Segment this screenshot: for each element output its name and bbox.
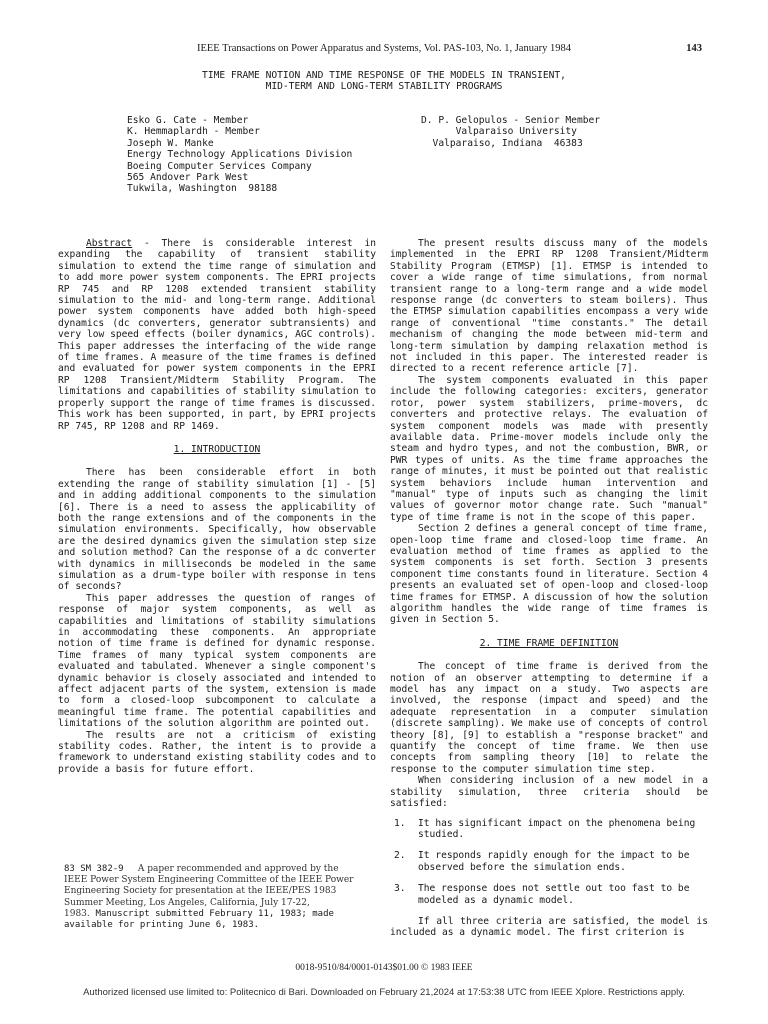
author-line: Boeing Computer Services Company xyxy=(127,160,312,172)
author-line: K. Hemmaplardh - Member xyxy=(127,126,260,138)
right-column xyxy=(390,238,708,939)
paper-title xyxy=(0,70,768,93)
abstract xyxy=(58,238,376,432)
author-line: D. P. Gelopulos - Senior Member xyxy=(421,115,601,126)
license-notice: Authorized licensed use limited to: Politecnico di Bari. Downloaded on February 21,2024 at 17:53:38 UTC from IEEE Xplore. Restrictions apply. xyxy=(83,987,685,998)
author-line: Joseph W. Manke xyxy=(127,137,214,149)
intro-paragraph: There has been considerable effort in both extending the range of stability simulation [1] - [5] and in adding additional components to the simulation [6]. There is a need to assess the applicability of both the range extensions and of the components in the simulation environments. Specifically, how observable are the desired dynamics given the simulation step size and solution method? Can the response of a dc converter with dynamics in milliseconds be modeled in the same simulation as a drum-type boiler with response in tens of seconds? xyxy=(58,467,376,593)
footnote-manuscript: Manuscript submitted February 11, 1983; made available for printing June 6, 1983. xyxy=(64,908,334,931)
criterion-item xyxy=(390,883,708,906)
author-line: Esko G. Cate - Member xyxy=(127,115,249,126)
criterion-number: 2. xyxy=(394,850,406,862)
page-number: 143 xyxy=(686,43,702,54)
author-line: Energy Technology Applications Division xyxy=(127,149,353,161)
body-paragraph: Section 2 defines a general concept of time frame, open-loop time frame and closed-loop time frame. An evaluation method of time frames as applied to the system components is set forth. Section 3 presents component time constants found in literature. Section 4 presents an evaluated set of open-loop and closed-loop time frames for ETMSP. A discussion of how the solution algorithm handles the wide range of time frames is given in Section 5. xyxy=(390,523,708,626)
copyright-line: 0018-9510/84/0001-0143$01.00 © 1983 IEEE xyxy=(295,963,473,973)
authors-right xyxy=(421,115,711,149)
criterion-text: It has significant impact on the phenomena being studied. xyxy=(418,817,696,840)
body-paragraph: The present results discuss many of the models implemented in the EPRI RP 1208 Transient/Midterm Stability Program (ETMSP) [1]. ETMSP is intended to cover a wide range of time simulations, from normal transient range to a long-term range and a wide model response range (dc converters to steam boilers). Thus the ETMSP simulation capabilities encompass a very wide range of conventional "time constants." The detail mechanism of changing the mode between mid-term and long-term simulation by damping relaxation method is not included in this paper. The interested reader is directed to a recent reference article [7]. xyxy=(390,238,708,375)
footnote-text: A paper recommended and approved by the IEEE Power System Engineering Committee of the IEEE Power Engineering Society for presentation at the IEEE/PES 1983 Summer Meeting, Los Angeles, California, July 17-22, 1983. xyxy=(64,864,354,919)
criterion-number: 1. xyxy=(394,817,406,829)
section-heading-time-frame-definition: 2. TIME FRAME DEFINITION xyxy=(479,637,619,649)
section-heading-introduction: 1. INTRODUCTION xyxy=(173,443,261,455)
author-line: Tukwila, Washington 98188 xyxy=(127,183,278,195)
body-paragraph: When considering inclusion of a new model in a stability simulation, three criteria should be satisfied: xyxy=(390,775,708,810)
criterion-text: The response does not settle out too fast to be modeled as a dynamic model. xyxy=(418,883,690,906)
body-paragraph: The concept of time frame is derived from the notion of an observer attempting to determine if a model has any impact on a study. Two aspects are involved, the response (impact and speed) and the adequate representation in a computer simulation (discrete sampling). We make use of concepts of control theory [8], [9] to establish a "response bracket" and quantify the concept of time frame. We then use concepts from sampling theory [10] to relate the response to the computer simulation time step. xyxy=(390,661,708,775)
intro-paragraph: The results are not a criticism of existing stability codes. Rather, the intent is to provide a framework to understand existing stability codes and to provide a basis for future effort. xyxy=(58,729,376,775)
title-line-1: TIME FRAME NOTION AND TIME RESPONSE OF THE MODELS IN TRANSIENT, xyxy=(202,70,566,81)
left-column xyxy=(58,238,376,775)
abstract-label: Abstract xyxy=(86,238,133,249)
journal-citation: IEEE Transactions on Power Apparatus and Systems, Vol. PAS-103, No. 1, January 1984 xyxy=(196,43,571,54)
abstract-text: - There is considerable interest in expanding the capability of transient stability simulation to extend the time range of simulation and to add more power system components. The EPRI projects RP 745 and RP 1208 extended transient stability simulation to the mid- and long-term range. Additional power system components have added both high-speed dynamics (dc converters, generator subtransients) and very low speed effects (boiler dynamics, AGC controls). This paper addresses the interfacing of the wide range of time frames. A measure of the time frames is defined and evaluated for power system components in the EPRI RP 1208 Transient/Midterm Stability Program. The limitations and capabilities of stability simulation to properly support the range of time frames is discussed. This work has been supported, in part, by EPRI projects RP 745, RP 1208 and RP 1469. xyxy=(58,238,376,432)
author-line: Valparaiso University xyxy=(421,126,577,138)
criterion-item xyxy=(390,818,708,841)
title-line-2: MID-TERM AND LONG-TERM STABILITY PROGRAMS xyxy=(265,81,503,93)
intro-paragraph: This paper addresses the question of ranges of response of major system components, as well as capabilities and limitations of stability simulations in accommodating these components. An appropriate notion of time frame is defined for dynamic response. Time frames of many typical system components are evaluated and tabulated. Whenever a single component's dynamic behavior is closely associated and intended to affect adjacent parts of the system, extension is made to form a closed-loop subcomponent to calculate a meaningful time frame. The potential capabilities and limitations of the solution algorithm are pointed out. xyxy=(58,592,376,730)
page-header xyxy=(0,43,768,57)
footnote-code: 83 SM 382-9 xyxy=(64,864,124,874)
author-line: Valparaiso, Indiana 46383 xyxy=(421,137,583,149)
author-line: 565 Andover Park West xyxy=(127,172,249,184)
criterion-text: It responds rapidly enough for the impact to be observed before the simulation ends. xyxy=(418,850,690,873)
criterion-number: 3. xyxy=(394,883,406,895)
authors-left xyxy=(127,115,427,195)
body-paragraph: The system components evaluated in this paper include the following categories: exciters, generator rotor, power system stabilizers, prime-movers, dc converters and protective relays. The evaluation of system component models was made with presently available data. Prime-mover models include only the steam and hydro types, and not the combustion, BWR, or PWR types of units. As the time frame approaches the range of minutes, it must be pointed out that realistic system behaviors include human intervention and "manual" type of inputs such as changing the limit values of governor motor change rate. Such "manual" type of time frame is not in the scope of this paper. xyxy=(390,374,708,523)
footnote xyxy=(64,864,364,931)
body-paragraph: If all three criteria are satisfied, the model is included as a dynamic model. The first criterion is xyxy=(390,915,708,939)
criterion-item xyxy=(390,850,708,873)
